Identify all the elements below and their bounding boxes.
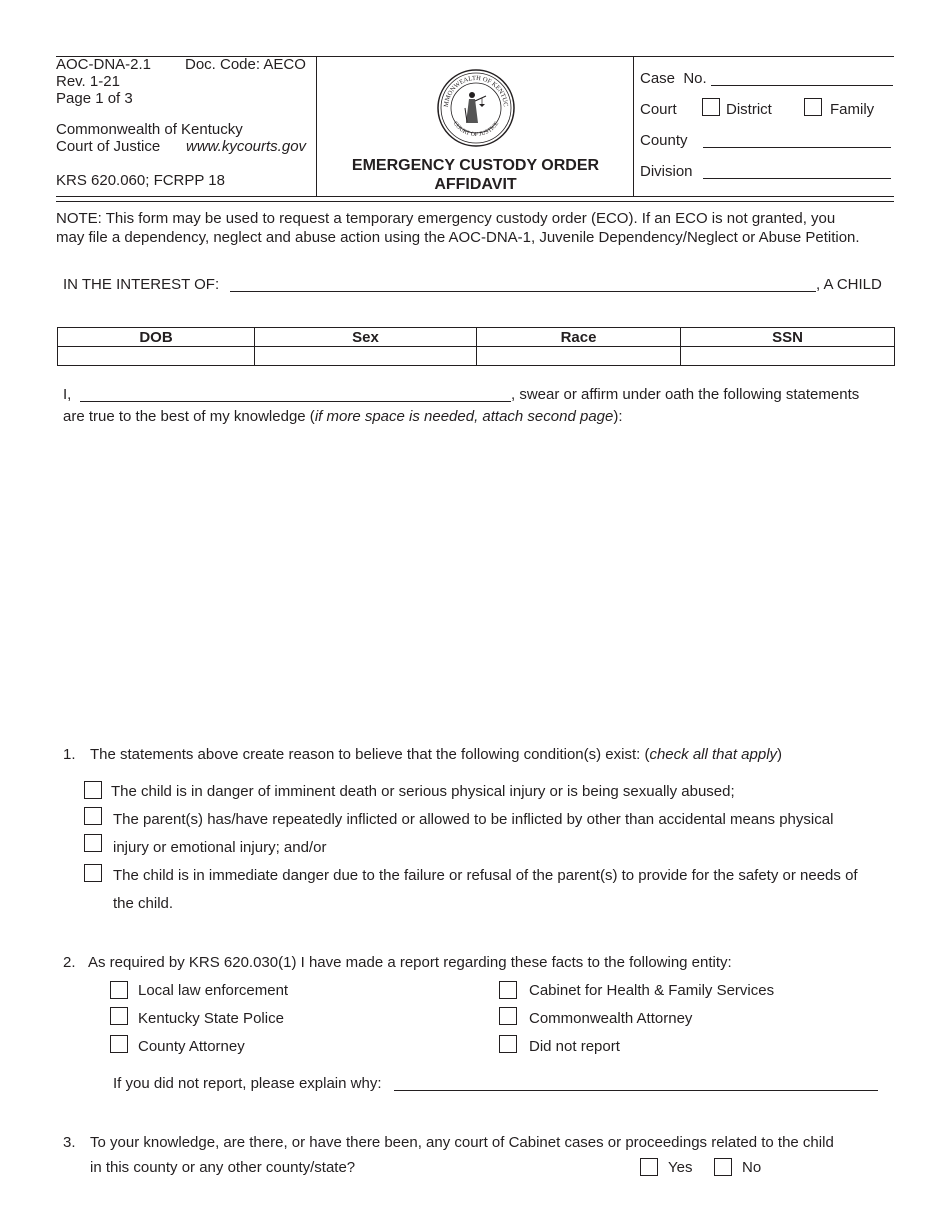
q1-option2-label-line1: The parent(s) has/have repeatedly inflicted or allowed to be inflicted by other than accidental means physical xyxy=(113,811,834,828)
note-line2: may file a dependency, neglect and abuse action using the AOC-DNA-1, Juvenile Dependency/Neglect or Abuse Petition. xyxy=(56,229,860,246)
state-police-label: Kentucky State Police xyxy=(138,1010,284,1027)
q1-text-main: The statements above create reason to believe that the following condition(s) exist: ( xyxy=(90,746,650,763)
family-label: Family xyxy=(830,101,875,118)
q1-text-italic: check all that apply xyxy=(649,746,778,763)
affiant-name-field[interactable] xyxy=(80,401,511,402)
ssn-cell[interactable] xyxy=(681,347,895,366)
yes-label: Yes xyxy=(668,1159,693,1176)
affirm-line2 xyxy=(63,408,623,425)
revision: Rev. 1-21 xyxy=(56,73,120,90)
page-number: Page 1 of 3 xyxy=(56,90,133,107)
district-label: District xyxy=(726,101,772,118)
no-checkbox[interactable] xyxy=(714,1158,732,1176)
district-checkbox[interactable] xyxy=(702,98,720,116)
q2-number: 2. xyxy=(63,954,76,971)
note-line1: NOTE: This form may be used to request a temporary emergency custody order (ECO). If an ECO is not granted, you xyxy=(56,210,836,227)
case-no-field[interactable] xyxy=(711,85,893,86)
q1-text xyxy=(90,746,782,763)
doc-code: Doc. Code: AECO xyxy=(185,56,306,73)
header-divider-right xyxy=(633,56,634,196)
q3-line1: To your knowledge, are there, or have there been, any court of Cabinet cases or proceedings related to the child xyxy=(90,1134,834,1151)
affirm-line2-b: ): xyxy=(613,408,623,425)
cabinet-checkbox[interactable] xyxy=(499,981,517,999)
q1-number: 1. xyxy=(63,746,76,763)
affirm-line2-a: are true to the best of my knowledge ( xyxy=(63,408,315,425)
q1-option3-label-line2: the child. xyxy=(113,895,174,912)
no-label: No xyxy=(742,1159,762,1176)
cabinet-label: Cabinet for Health & Family Services xyxy=(529,982,775,999)
sex-cell[interactable] xyxy=(255,347,477,366)
commonwealth-attorney-checkbox[interactable] xyxy=(499,1007,517,1025)
interest-label: IN THE INTEREST OF: xyxy=(63,276,220,293)
explain-label: If you did not report, please explain why: xyxy=(113,1075,382,1092)
division-field[interactable] xyxy=(703,178,891,179)
q1-option1-checkbox[interactable] xyxy=(84,781,102,799)
county-field[interactable] xyxy=(703,147,891,148)
dob-header: DOB xyxy=(58,328,255,347)
dob-cell[interactable] xyxy=(58,347,255,366)
form-number: AOC-DNA-2.1 xyxy=(56,56,152,73)
header-bottom-rule xyxy=(56,196,894,197)
local-law-checkbox[interactable] xyxy=(110,981,128,999)
did-not-report-label: Did not report xyxy=(529,1038,620,1055)
seal-top-text: MMONWEALTH OF KENTUC xyxy=(442,74,510,108)
sex-header: Sex xyxy=(255,328,477,347)
affirm-line2-italic: if more space is needed, attach second page xyxy=(314,408,614,425)
q3-line2: in this county or any other county/state? xyxy=(90,1159,356,1176)
q1-option2-checkbox[interactable] xyxy=(84,807,102,825)
q1-option2-label-line2: injury or emotional injury; and/or xyxy=(113,839,327,856)
court-seal-icon xyxy=(436,68,516,148)
header-divider-left xyxy=(316,56,317,196)
website: www.kycourts.gov xyxy=(186,138,307,155)
q1-text-close: ) xyxy=(777,746,783,763)
svg-text:COURT OF JUSTICE xyxy=(452,121,501,139)
yes-checkbox[interactable] xyxy=(640,1158,658,1176)
form-title-line2: AFFIDAVIT xyxy=(434,176,517,193)
q1-option2b-checkbox[interactable] xyxy=(84,834,102,852)
family-checkbox[interactable] xyxy=(804,98,822,116)
q1-option3-label-line1: The child is in immediate danger due to the failure or refusal of the parent(s) to provide for the safety or needs of xyxy=(113,867,858,884)
county-label: County xyxy=(640,132,688,149)
race-cell[interactable] xyxy=(477,347,681,366)
court-label: Court xyxy=(640,101,677,118)
local-law-label: Local law enforcement xyxy=(138,982,289,999)
q1-option3-checkbox[interactable] xyxy=(84,864,102,882)
child-name-field[interactable] xyxy=(230,291,816,292)
state-police-checkbox[interactable] xyxy=(110,1007,128,1025)
seal-bottom-text: COURT OF JUSTICE xyxy=(451,120,501,139)
affirm-prefix: I, xyxy=(63,386,72,403)
header-top-rule xyxy=(56,56,894,57)
statement-area[interactable] xyxy=(56,430,894,730)
statutes: KRS 620.060; FCRPP 18 xyxy=(56,172,225,189)
interest-suffix: , A CHILD xyxy=(816,276,882,293)
county-attorney-checkbox[interactable] xyxy=(110,1035,128,1053)
case-no-label: Case No. xyxy=(640,70,707,87)
child-info-table xyxy=(57,327,895,366)
ssn-header: SSN xyxy=(681,328,895,347)
affirm-suffix: , swear or affirm under oath the following statements xyxy=(511,386,860,403)
q1-option1-label: The child is in danger of imminent death or serious physical injury or is being sexually abused; xyxy=(111,783,735,800)
commonwealth-attorney-label: Commonwealth Attorney xyxy=(529,1010,693,1027)
court-name: Court of Justice xyxy=(56,138,161,155)
form-title-line1: EMERGENCY CUSTODY ORDER xyxy=(351,157,600,174)
division-label: Division xyxy=(640,163,693,180)
explain-field[interactable] xyxy=(394,1090,878,1091)
jurisdiction: Commonwealth of Kentucky xyxy=(56,121,243,138)
did-not-report-checkbox[interactable] xyxy=(499,1035,517,1053)
header-bottom-rule-2 xyxy=(56,201,894,202)
q2-text: As required by KRS 620.030(1) I have made a report regarding these facts to the following entity: xyxy=(88,954,732,971)
q3-number: 3. xyxy=(63,1134,76,1151)
county-attorney-label: County Attorney xyxy=(138,1038,245,1055)
race-header: Race xyxy=(477,328,681,347)
